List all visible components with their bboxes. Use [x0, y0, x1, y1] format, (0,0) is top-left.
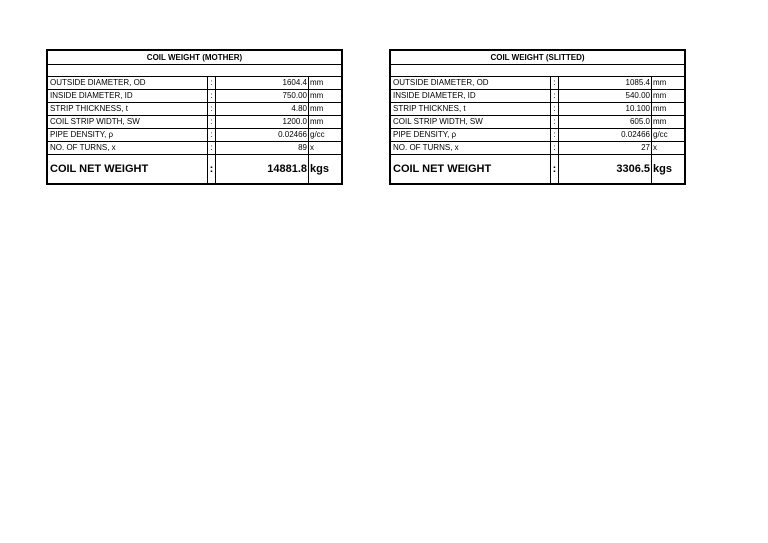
row-colon: : — [208, 129, 216, 141]
row-unit: mm — [310, 104, 324, 113]
row-label: NO. OF TURNS, x — [48, 142, 208, 154]
row-unit: mm — [310, 117, 324, 126]
total-row — [391, 154, 684, 183]
table-row — [48, 77, 341, 90]
total-label: COIL NET WEIGHT — [391, 155, 551, 183]
row-unit: x — [653, 143, 657, 152]
table-row — [48, 116, 341, 129]
table-row — [391, 90, 684, 103]
row-colon: : — [208, 142, 216, 154]
row-value: 0.02466 — [216, 129, 309, 141]
total-unit: kgs — [653, 163, 672, 175]
coil-weight-mother-table — [46, 49, 343, 185]
table-row — [391, 103, 684, 116]
blank-row — [48, 65, 341, 77]
row-unit: mm — [653, 117, 667, 126]
table-row — [391, 129, 684, 142]
blank-row — [391, 65, 684, 77]
table-title: COIL WEIGHT (SLITTED) — [391, 51, 684, 65]
table-title: COIL WEIGHT (MOTHER) — [48, 51, 341, 65]
row-colon: : — [208, 77, 216, 89]
row-value: 1604.4 — [216, 77, 309, 89]
row-colon: : — [208, 116, 216, 128]
row-value: 605.0 — [559, 116, 652, 128]
row-colon: : — [551, 129, 559, 141]
row-label: STRIP THICKNESS, t — [48, 103, 208, 115]
total-colon: : — [551, 155, 559, 183]
row-value: 4.80 — [216, 103, 309, 115]
row-label: INSIDE DIAMETER, ID — [48, 90, 208, 102]
table-row — [48, 103, 341, 116]
total-value: 3306.5 — [559, 155, 652, 183]
total-unit: kgs — [310, 163, 329, 175]
row-label: STRIP THICKNES, t — [391, 103, 551, 115]
coil-weight-slitted-table — [389, 49, 686, 185]
table-row — [391, 116, 684, 129]
row-unit: mm — [653, 104, 667, 113]
row-colon: : — [208, 103, 216, 115]
row-value: 750.00 — [216, 90, 309, 102]
row-value: 27 — [559, 142, 652, 154]
row-unit: mm — [653, 78, 667, 87]
table-row — [391, 142, 684, 155]
table-row — [391, 77, 684, 90]
row-label: OUTSIDE DIAMETER, OD — [391, 77, 551, 89]
row-label: COIL STRIP WIDTH, SW — [391, 116, 551, 128]
row-label: COIL STRIP WIDTH, SW — [48, 116, 208, 128]
row-colon: : — [208, 90, 216, 102]
row-colon: : — [551, 90, 559, 102]
row-value: 540.00 — [559, 90, 652, 102]
row-unit: mm — [310, 91, 324, 100]
row-label: INSIDE DIAMETER, ID — [391, 90, 551, 102]
row-value: 1085.4 — [559, 77, 652, 89]
total-colon: : — [208, 155, 216, 183]
row-value: 1200.0 — [216, 116, 309, 128]
row-unit: g/cc — [310, 130, 325, 139]
total-row — [48, 154, 341, 183]
table-row — [48, 90, 341, 103]
table-row — [48, 129, 341, 142]
row-unit: mm — [310, 78, 324, 87]
row-label: OUTSIDE DIAMETER, OD — [48, 77, 208, 89]
row-label: PIPE DENSITY, ρ — [48, 129, 208, 141]
row-value: 0.02466 — [559, 129, 652, 141]
row-colon: : — [551, 116, 559, 128]
table-row — [48, 142, 341, 155]
row-label: PIPE DENSITY, ρ — [391, 129, 551, 141]
row-unit: g/cc — [653, 130, 668, 139]
row-unit: x — [310, 143, 314, 152]
row-unit: mm — [653, 91, 667, 100]
row-value: 10.100 — [559, 103, 652, 115]
row-colon: : — [551, 103, 559, 115]
row-value: 89 — [216, 142, 309, 154]
total-label: COIL NET WEIGHT — [48, 155, 208, 183]
row-colon: : — [551, 142, 559, 154]
total-value: 14881.8 — [216, 155, 309, 183]
row-label: NO. OF TURNS, x — [391, 142, 551, 154]
row-colon: : — [551, 77, 559, 89]
